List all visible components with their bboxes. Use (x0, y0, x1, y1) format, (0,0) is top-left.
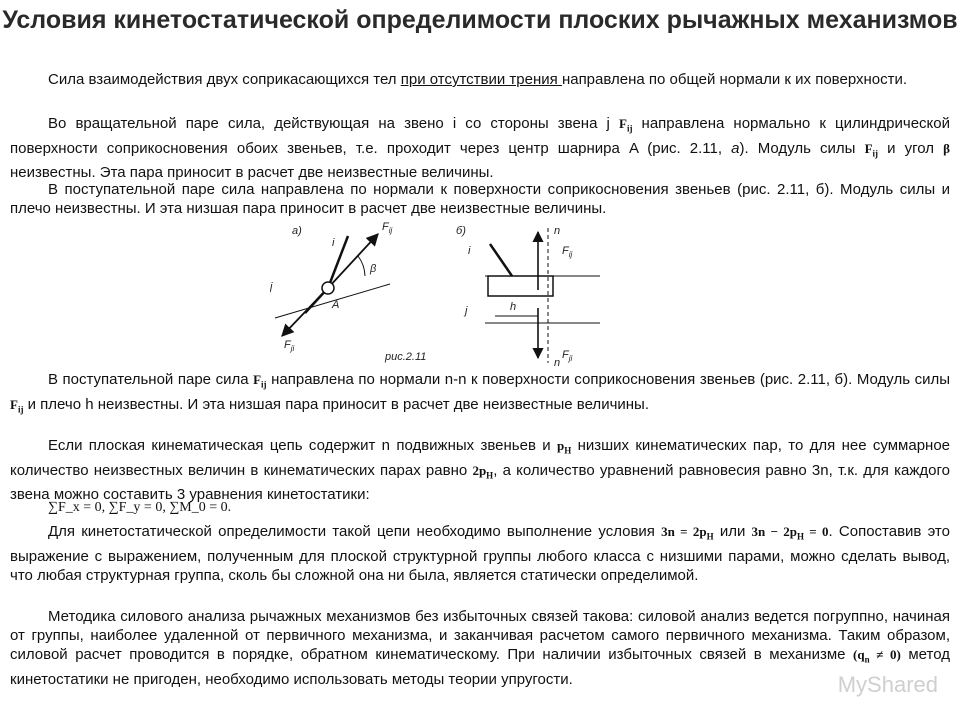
paragraph-5 (10, 436, 950, 504)
figure-2-11 (270, 218, 600, 378)
force-fij-symbol-3: $F_{ij}$ (253, 372, 267, 390)
paragraph-7 (10, 607, 950, 689)
p2-text-d: и угол (878, 139, 944, 157)
force-fij-symbol-2: $F_{ij}$ (864, 140, 879, 159)
p4-text-b: направлена по нормали n-n к поверхности соприкосновения звеньев (рис. 2.11, б). Модуль силы (266, 371, 950, 388)
p2-fig-a: а (731, 139, 740, 157)
figure-drawing (270, 218, 600, 378)
pH-symbol: $p_H$ (556, 438, 572, 456)
force-fij-arrow (328, 234, 378, 288)
prism-label-Fji: $F_{ji}$ (562, 349, 573, 363)
force-fij-symbol-4: $F_{ij}$ (10, 396, 24, 415)
joint-A (322, 282, 334, 294)
label-i: i (332, 237, 335, 249)
watermark: MyShared (837, 672, 938, 697)
paragraph-6 (10, 522, 950, 585)
fig-label-a: а) (292, 225, 302, 237)
paragraph-2 (10, 114, 950, 182)
p6-text-a: Для кинетостатической определимости такой цепи необходимо выполнение условия (48, 523, 662, 540)
beta-arc (358, 256, 365, 276)
condition-2: $3n - 2p_H = 0$ (751, 524, 829, 542)
p2-text-b: направлена нормально к цилиндрической поверхности соприкосновения обоих звеньев, т.е. проходит через центр шарнира A (рис. 2.11, (10, 115, 950, 157)
p2-text-a: Во вращательной паре сила, действующая на звено i со стороны звена j (48, 115, 619, 132)
p7-text-b: метод кинетостатики не пригоден, необходимо использовать методы теории упругости. (10, 646, 950, 688)
slider-link (490, 244, 512, 276)
prism-label-j: j (465, 305, 468, 317)
fig-caption: рис.2.11 (385, 351, 427, 363)
paragraph-1 (10, 70, 950, 89)
p1-underlined: при отсутствии трения (400, 71, 562, 88)
fig-label-b: б) (456, 225, 466, 237)
link-i (328, 236, 348, 288)
page-title: Условия кинетостатической определимости плоских рычажных механизмов (2, 6, 958, 34)
slider-block (488, 276, 553, 296)
label-n-top: n (554, 225, 561, 237)
prism-label-Fij: $F_{ij}$ (562, 245, 573, 259)
p6-text-c: . Сопоставив это выражение с выражением, полученным для плоской структурной группы любого класса с низшими парами, можно сделать вывод, что любая структурная группа, сколь бы сложной она ни была, является статически определимой. (10, 523, 950, 584)
prism-label-i: i (468, 245, 471, 257)
revolute-joint-diagram (270, 221, 393, 353)
p1-text-b: направлена по общей нормали к их поверхности. (561, 71, 908, 88)
label-h: h (510, 301, 517, 313)
label-Fji: $F_{ji}$ (284, 339, 295, 353)
p1-text-a: Сила взаимодействия двух соприкасающихся тел (48, 71, 401, 88)
p2-text-c: ). Модуль силы (739, 139, 865, 157)
two-pH-symbol: $2p_H$ (472, 462, 494, 481)
label-beta: β (370, 263, 377, 275)
p5-text-b: низших кинематических пар, то для нее суммарное количество неизвестных величин в кинематических парах равно (10, 437, 950, 479)
p5-text-a: Если плоская кинематическая цепь содержит n подвижных звеньев и (48, 437, 557, 454)
qn-condition: $(q_n \ne 0)$ (853, 647, 901, 665)
label-n-bottom: n (554, 357, 561, 369)
prismatic-joint-diagram (456, 225, 600, 369)
beta-symbol: β (943, 140, 950, 156)
p5-text-c: , а количество уравнений равновесия равно 3n, т.к. для каждого звена можно составить 3 уравнения кинетостатики: (10, 461, 950, 504)
label-j: j (270, 281, 273, 293)
p2-text-e: неизвестны. Эта пара приносит в расчет две неизвестные величины. (10, 164, 494, 182)
paragraph-4 (10, 370, 950, 419)
p4-text-c: и плечо h неизвестны. И эта низшая пара приносит в расчет две неизвестные величины. (23, 395, 649, 413)
label-Fij: $F_{ij}$ (382, 221, 393, 235)
equilibrium-equations: ∑F_x = 0, ∑F_y = 0, ∑M_0 = 0. (48, 500, 232, 515)
force-fij-symbol: $F_{ij}$ (618, 116, 633, 134)
p6-text-b: или (713, 523, 752, 540)
force-fji-arrow (282, 288, 328, 336)
paragraph-3: В поступательной паре сила направлена по нормали к поверхности соприкосновения звеньев (рис. 2.11, б). Модуль силы и плечо неизвестны. И эта низшая пара приносит в расчет две неизвестные величины. (10, 181, 950, 217)
p4-text-a: В поступательной паре сила (48, 371, 254, 388)
p7-text-a: Методика силового анализа рычажных механизмов без избыточных связей такова: силовой анализ ведется погруппно, начиная от группы, наиболее удаленной от первичного механизма, и заканчивая расчетом самого первичного механизма. Таким образом, силовой расчет проводится в порядке, обратном кинематическому. При наличии избыточных связей в механизме (10, 608, 950, 663)
label-A: A (332, 299, 340, 311)
condition-1: $3n = 2p_H$ (661, 524, 714, 542)
